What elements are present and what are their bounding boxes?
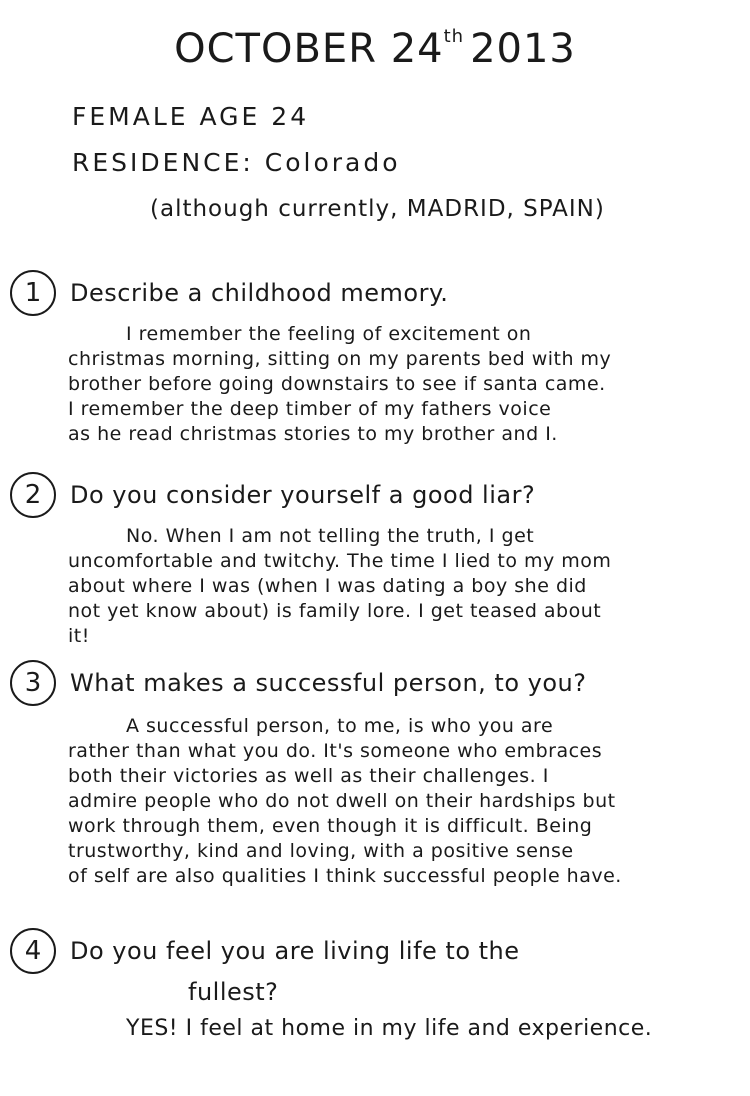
answer-2: No. When I am not telling the truth, I get uncomfortable and twitchy. The time I lied to my mom about where I was (when I was dating a boy she did not yet know about) is family lore. I get teased about it!: [68, 525, 612, 647]
answer-4: YES! I feel at home in my life and experience.: [126, 1016, 653, 1041]
question-number-3: 3: [10, 660, 56, 706]
question-text-2: Do you consider yourself a good liar?: [70, 481, 536, 509]
question-text-1: Describe a childhood memory.: [70, 279, 449, 307]
question-4: [10, 928, 520, 974]
question-3: [10, 660, 586, 706]
question-2: [10, 472, 535, 518]
question-1: [10, 270, 448, 316]
subject-current-location: (although currently, MADRID, SPAIN): [150, 196, 605, 222]
question-number-2: 2: [10, 472, 56, 518]
question-text-3: What makes a successful person, to you?: [70, 669, 587, 697]
question-number-1: 1: [10, 270, 56, 316]
question-text-4-continued: fullest?: [188, 978, 279, 1006]
page-date: [0, 26, 750, 72]
answer-3: A successful person, to me, is who you are rather than what you do. It's someone who embraces both their victories as well as their challenges. I admire people who do not dwell on their hardships but work through them, even though it is difficult. Being trustworthy, kind and loving, with a positive sense of self are also qualities I think successful people have.: [68, 715, 622, 887]
subject-residence: RESIDENCE: Colorado: [72, 148, 401, 177]
date-suffix: th: [443, 26, 465, 47]
answer-1: I remember the feeling of excitement on christmas morning, sitting on my parents bed with my brother before going downstairs to see if santa came. I remember the deep timber of my fathers voice as he read christmas stories to my brother and I.: [68, 323, 612, 445]
subject-age: FEMALE AGE 24: [72, 102, 310, 131]
date-year: 2013: [470, 26, 576, 72]
question-text-4: Do you feel you are living life to the: [70, 937, 520, 965]
date-text: OCTOBER 24: [174, 26, 444, 72]
question-number-4: 4: [10, 928, 56, 974]
